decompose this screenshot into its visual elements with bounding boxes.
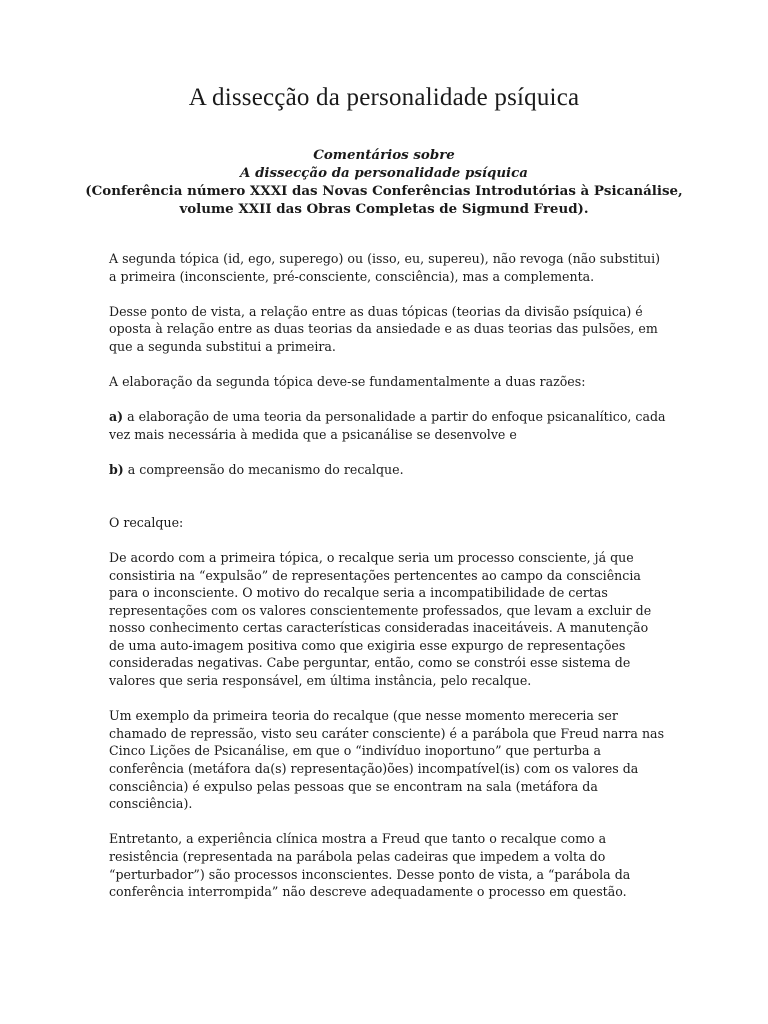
text-line: que a segunda substitui a primeira. bbox=[109, 338, 336, 354]
text-line: Um exemplo da primeira teoria do recalque (que nesse momento mereceria ser bbox=[109, 708, 618, 724]
text-line: Entretanto, a experiência clínica mostra a Freud que tanto o recalque como a bbox=[109, 831, 607, 847]
paragraph-1 bbox=[109, 250, 669, 285]
paragraph-2 bbox=[109, 303, 669, 356]
paragraph-5 bbox=[109, 707, 669, 813]
text-line: Cinco Lições de Psicanálise, em que o “indivíduo inoportuno” que perturba a bbox=[109, 743, 601, 759]
item-b-marker: b) bbox=[109, 462, 124, 478]
item-a-marker: a) bbox=[109, 409, 124, 425]
text-line: consciência) é expulso pelas pessoas que se encontram na sala (metáfora da bbox=[109, 778, 598, 794]
subheader-line-1: Comentários sobre bbox=[313, 147, 455, 163]
text-line: conferência (metáfora da(s) representação)ões) incompatível(is) com os valores da bbox=[109, 761, 639, 777]
paragraph-item-b bbox=[109, 461, 669, 479]
text-line: consciência). bbox=[109, 796, 193, 812]
document-body bbox=[109, 250, 669, 918]
text-line: para o inconsciente. O motivo do recalque seria a incompatibilidade de certas bbox=[109, 585, 608, 601]
subheader bbox=[0, 146, 768, 218]
text-line: conferência interrompida” não descreve adequadamente o processo em questão. bbox=[109, 884, 627, 900]
page-title: A dissecção da personalidade psíquica bbox=[188, 84, 580, 111]
text-line: representações com os valores conscientemente professados, que levam a excluir de bbox=[109, 602, 652, 618]
subheader-line-4: volume XXII das Obras Completas de Sigmund Freud). bbox=[179, 201, 589, 217]
text-line: valores que seria responsável, em última instância, pelo recalque. bbox=[109, 673, 532, 689]
text-line: a primeira (inconsciente, pré-consciente, consciência), mas a complementa. bbox=[109, 268, 595, 284]
text-line: A segunda tópica (id, ego, superego) ou (isso, eu, supereu), não revoga (não substitui) bbox=[109, 251, 661, 266]
text-line bbox=[109, 408, 669, 426]
text-line: nosso conhecimento certas características consideradas inaceitáveis. A manutenção bbox=[109, 620, 649, 636]
paragraph-item-a bbox=[109, 408, 669, 443]
text-line: A elaboração da segunda tópica deve-se fundamentalmente a duas razões: bbox=[109, 374, 586, 390]
text-line: chamado de repressão, visto seu caráter consciente) é a parábola que Freud narra nas bbox=[109, 725, 665, 741]
subheader-line-2: A dissecção da personalidade psíquica bbox=[240, 165, 528, 181]
subheader-line-3: (Conferência número XXXI das Novas Conferências Introdutórias à Psicanálise, bbox=[85, 183, 683, 199]
section-heading-recalque bbox=[109, 514, 669, 532]
paragraph-6 bbox=[109, 830, 669, 900]
text-line: De acordo com a primeira tópica, o recalque seria um processo consciente, já que bbox=[109, 549, 634, 565]
text-line: resistência (representada na parábola pelas cadeiras que impedem a volta do bbox=[109, 849, 606, 864]
text-line bbox=[109, 461, 669, 479]
text-line: “perturbador”) são processos inconscientes. Desse ponto de vista, a “parábola da bbox=[109, 866, 631, 882]
text-line: consistiria na “expulsão” de representações pertencentes ao campo da consciência bbox=[109, 567, 641, 583]
item-a-text: a elaboração de uma teoria da personalidade a partir do enfoque psicanalítico, cada bbox=[123, 409, 666, 425]
text-line: Desse ponto de vista, a relação entre as duas tópicas (teorias da divisão psíquica) é bbox=[109, 303, 643, 319]
text-line: vez mais necessária à medida que a psicanálise se desenvolve e bbox=[109, 426, 517, 442]
text-line: consideradas negativas. Cabe perguntar, então, como se constrói esse sistema de bbox=[109, 655, 631, 671]
paragraph-4 bbox=[109, 549, 669, 690]
text-line: de uma auto-imagem positiva como que exigiria esse expurgo de representações bbox=[109, 637, 626, 653]
paragraph-3 bbox=[109, 373, 669, 391]
text-line: oposta à relação entre as duas teorias da ansiedade e as duas teorias das pulsões, em bbox=[109, 321, 658, 337]
text-line: O recalque: bbox=[109, 514, 184, 530]
item-b-text: a compreensão do mecanismo do recalque. bbox=[123, 462, 404, 478]
